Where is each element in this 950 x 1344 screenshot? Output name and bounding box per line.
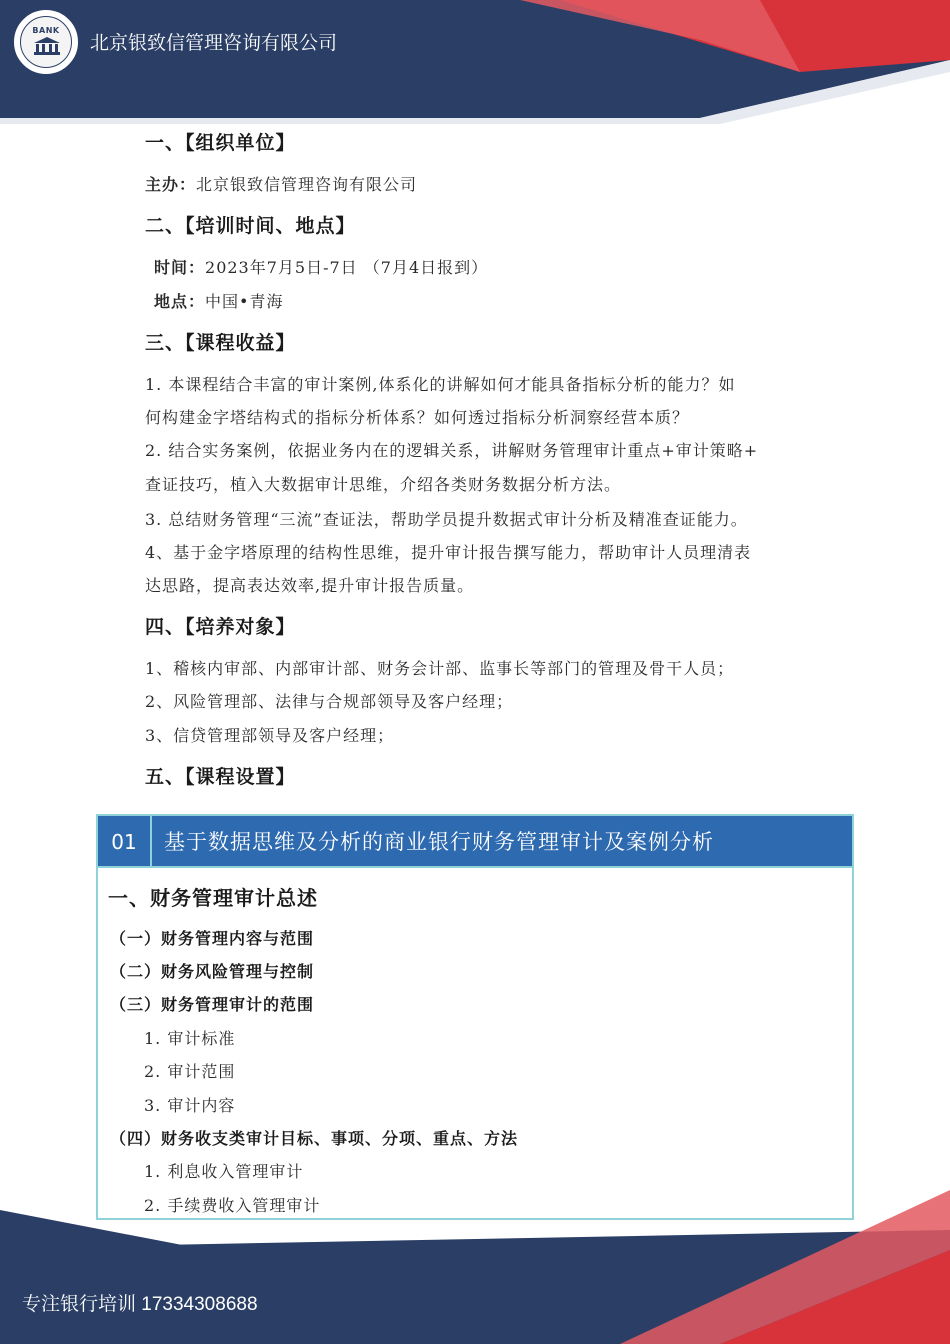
audience-line: 1、稽核内审部、内部审计部、财务会计部、监事长等部门的管理及骨干人员； <box>145 659 735 678</box>
host-value: 北京银致信管理咨询有限公司 <box>196 175 418 194</box>
bank-building-icon <box>34 37 60 55</box>
logo-bank-text: BANK <box>32 26 60 35</box>
course-item: 2. 手续费收入管理审计 <box>144 1196 321 1215</box>
section-title-audience: 四、【培养对象】 <box>145 616 296 638</box>
course-section-heading: 一、财务管理审计总述 <box>108 886 318 910</box>
benefit-line: 查证技巧，植入大数据审计思维，介绍各类财务数据分析方法。 <box>145 475 622 494</box>
header-company-name: 北京银致信管理咨询有限公司 <box>90 33 338 54</box>
place-label: 地点： <box>154 292 206 311</box>
benefit-line: 何构建金字塔结构式的指标分析体系？如何透过指标分析洞察经营本质？ <box>145 408 690 427</box>
course-item: 1. 审计标准 <box>144 1029 236 1048</box>
benefit-line: 3. 总结财务管理“三流”查证法，帮助学员提升数据式审计分析及精准查证能力。 <box>145 510 748 529</box>
benefit-line: 4、基于金字塔原理的结构性思维，提升审计报告撰写能力，帮助审计人员理清表 <box>145 543 752 562</box>
section-title-benefits: 三、【课程收益】 <box>145 332 296 354</box>
course-item: 2. 审计范围 <box>144 1062 236 1081</box>
time-line <box>154 255 488 278</box>
footer-contact: 专注银行培训 17334308688 <box>22 1294 258 1315</box>
time-value: 2023年7月5日-7日 （7月4日报到） <box>205 258 489 277</box>
section-title-curriculum: 五、【课程设置】 <box>145 766 296 788</box>
time-label: 时间： <box>154 258 206 277</box>
host-line <box>145 172 417 195</box>
course-header <box>98 816 852 868</box>
benefit-line: 2. 结合实务案例，依据业务内在的逻辑关系，讲解财务管理审计重点+审计策略+ <box>145 441 759 460</box>
course-subheading: （三）财务管理审计的范围 <box>110 995 315 1014</box>
benefit-line: 达思路，提高表达效率,提升审计报告质量。 <box>145 576 475 595</box>
host-label: 主办： <box>145 175 197 194</box>
benefit-line: 1. 本课程结合丰富的审计案例,体系化的讲解如何才能具备指标分析的能力？如 <box>145 375 736 394</box>
place-line <box>154 289 283 312</box>
course-subheading: （二）财务风险管理与控制 <box>110 962 315 981</box>
course-item: 1. 利息收入管理审计 <box>144 1162 304 1181</box>
course-item: 3. 审计内容 <box>144 1096 236 1115</box>
audience-line: 2、风险管理部、法律与合规部领导及客户经理； <box>145 692 514 711</box>
place-value: 中国•青海 <box>205 292 284 311</box>
audience-line: 3、信贷管理部领导及客户经理； <box>145 726 395 745</box>
course-number: 01 <box>98 816 152 868</box>
course-subheading: （四）财务收支类审计目标、事项、分项、重点、方法 <box>110 1129 519 1148</box>
section-title-time-place: 二、【培训时间、地点】 <box>145 215 356 237</box>
course-subheading: （一）财务管理内容与范围 <box>110 929 315 948</box>
logo-inner-circle <box>20 16 72 68</box>
company-logo <box>12 8 80 76</box>
course-module-box <box>96 814 854 1220</box>
course-title: 基于数据思维及分析的商业银行财务管理审计及案例分析 <box>164 830 714 854</box>
section-title-organizer: 一、【组织单位】 <box>145 132 296 154</box>
